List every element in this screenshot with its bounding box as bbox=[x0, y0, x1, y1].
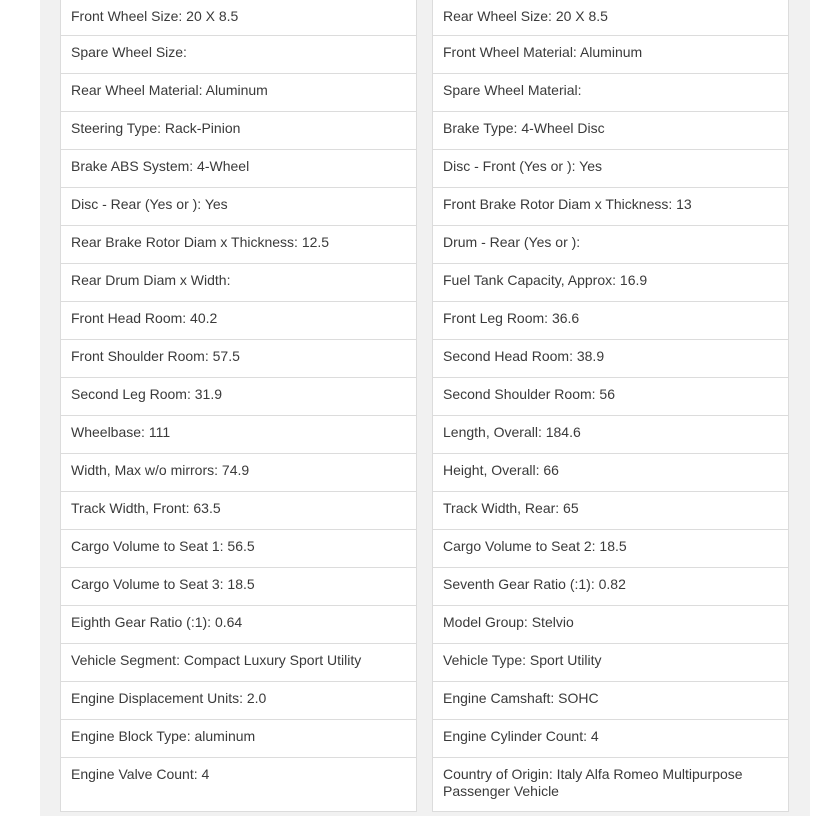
spec-cell: Cargo Volume to Seat 3: 18.5 bbox=[61, 567, 416, 605]
spec-cell: Track Width, Rear: 65 bbox=[433, 491, 788, 529]
spec-cell: Disc - Rear (Yes or ): Yes bbox=[61, 187, 416, 225]
spec-cell: Steering Type: Rack-Pinion bbox=[61, 111, 416, 149]
spec-cell: Eighth Gear Ratio (:1): 0.64 bbox=[61, 605, 416, 643]
spec-cell: Second Head Room: 38.9 bbox=[433, 339, 788, 377]
spec-cell: Disc - Front (Yes or ): Yes bbox=[433, 149, 788, 187]
spec-cell: Engine Cylinder Count: 4 bbox=[433, 719, 788, 757]
specs-column-right bbox=[432, 0, 789, 812]
specs-column-left bbox=[60, 0, 417, 812]
spec-cell: Engine Camshaft: SOHC bbox=[433, 681, 788, 719]
spec-cell: Rear Brake Rotor Diam x Thickness: 12.5 bbox=[61, 225, 416, 263]
spec-cell: Model Group: Stelvio bbox=[433, 605, 788, 643]
spec-cell: Cargo Volume to Seat 2: 18.5 bbox=[433, 529, 788, 567]
spec-cell: Front Head Room: 40.2 bbox=[61, 301, 416, 339]
spec-cell: Vehicle Type: Sport Utility bbox=[433, 643, 788, 681]
spec-cell: Width, Max w/o mirrors: 74.9 bbox=[61, 453, 416, 491]
spec-cell: Fuel Tank Capacity, Approx: 16.9 bbox=[433, 263, 788, 301]
spec-cell: Track Width, Front: 63.5 bbox=[61, 491, 416, 529]
spec-cell: Wheelbase: 111 bbox=[61, 415, 416, 453]
spec-cell: Rear Drum Diam x Width: bbox=[61, 263, 416, 301]
spec-cell: Rear Wheel Size: 20 X 8.5 bbox=[433, 0, 788, 35]
spec-cell: Height, Overall: 66 bbox=[433, 453, 788, 491]
spec-cell: Front Wheel Size: 20 X 8.5 bbox=[61, 0, 416, 35]
spec-cell: Rear Wheel Material: Aluminum bbox=[61, 73, 416, 111]
spec-cell: Brake Type: 4-Wheel Disc bbox=[433, 111, 788, 149]
spec-cell: Seventh Gear Ratio (:1): 0.82 bbox=[433, 567, 788, 605]
spec-cell: Engine Displacement Units: 2.0 bbox=[61, 681, 416, 719]
spec-cell: Vehicle Segment: Compact Luxury Sport Utility bbox=[61, 643, 416, 681]
spec-cell: Spare Wheel Material: bbox=[433, 73, 788, 111]
spec-cell: Second Leg Room: 31.9 bbox=[61, 377, 416, 415]
spec-cell: Spare Wheel Size: bbox=[61, 35, 416, 73]
spec-cell: Front Leg Room: 36.6 bbox=[433, 301, 788, 339]
spec-cell: Brake ABS System: 4-Wheel bbox=[61, 149, 416, 187]
spec-cell: Cargo Volume to Seat 1: 56.5 bbox=[61, 529, 416, 567]
spec-cell: Front Brake Rotor Diam x Thickness: 13 bbox=[433, 187, 788, 225]
spec-cell: Front Shoulder Room: 57.5 bbox=[61, 339, 416, 377]
spec-cell: Second Shoulder Room: 56 bbox=[433, 377, 788, 415]
spec-cell: Front Wheel Material: Aluminum bbox=[433, 35, 788, 73]
spec-cell: Country of Origin: Italy Alfa Romeo Multipurpose Passenger Vehicle bbox=[433, 757, 788, 811]
spec-cell: Drum - Rear (Yes or ): bbox=[433, 225, 788, 263]
spec-cell: Engine Valve Count: 4 bbox=[61, 757, 416, 811]
spec-cell: Length, Overall: 184.6 bbox=[433, 415, 788, 453]
spec-cell: Engine Block Type: aluminum bbox=[61, 719, 416, 757]
